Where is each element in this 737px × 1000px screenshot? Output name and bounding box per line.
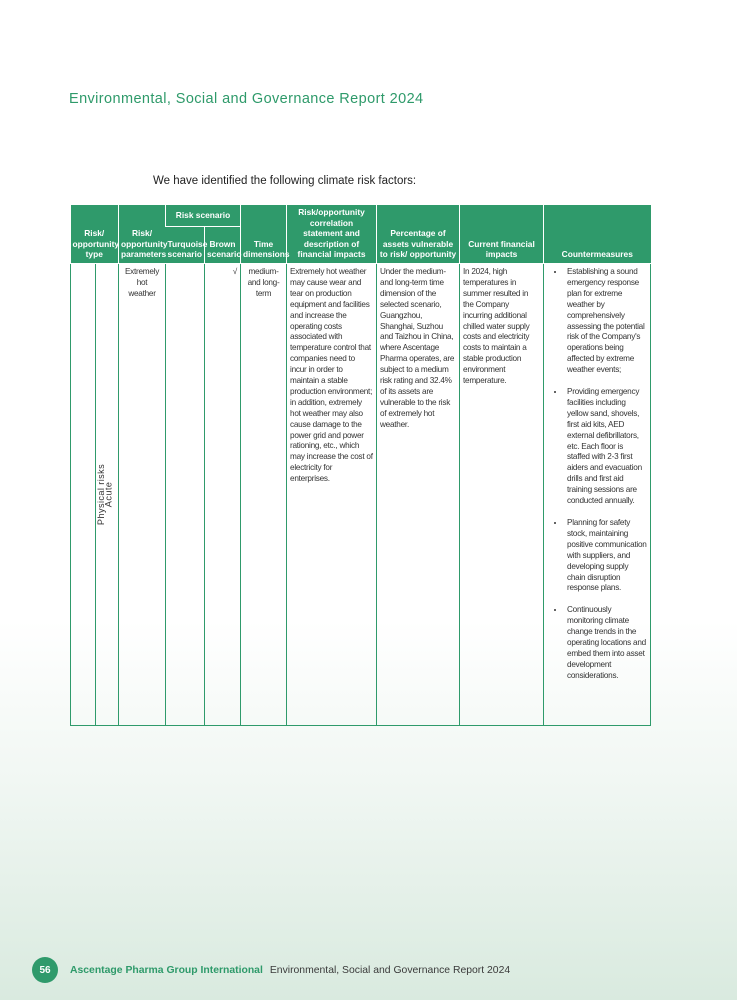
report-title: Environmental, Social and Governance Report 2024 <box>69 91 424 107</box>
cell-current-impacts: In 2024, high temperatures in summer resulted in the Company incurring additional chilled water supply costs and electricity costs to maintain a stable production environment temperature. <box>460 263 544 725</box>
cell-time-dimension: medium- and long-term <box>241 263 287 725</box>
cell-risk-parameter: Extremely hot weather <box>119 263 166 725</box>
table-row <box>71 263 651 725</box>
footer-company-name: Ascentage Pharma Group International <box>70 964 263 976</box>
footer-report-name: Environmental, Social and Governance Report 2024 <box>269 964 511 976</box>
page-number-badge: 56 <box>32 957 58 983</box>
climate-risk-table <box>70 205 651 726</box>
header-current-financial-impacts: Current financial impacts <box>460 205 544 263</box>
risk-type-label: Physical risks <box>96 463 107 525</box>
header-assets-percentage: Percentage of assets vulnerable to risk/ opportunity <box>377 205 460 263</box>
header-risk-scenario: Risk scenario <box>166 205 241 227</box>
page-footer <box>32 957 510 983</box>
list-item: • Establishing a sound emergency response plan for extreme weather by comprehensively assessing the potential risk of the Company's operations being affected by extreme weather events; <box>565 267 647 376</box>
list-item: • Planning for safety stock, maintaining positive communication with suppliers, and developing supply chain disruption response plans. <box>565 518 647 594</box>
cell-correlation-statement: Extremely hot weather may cause wear and tear on production equipment and facilities and increase the operating costs associated with temperature control that companies need to incur in order to maintain a stable production environment; in addition, extremely hot weather may also cause damage to the power grid and power rationing, etc., which may increase the cost of electricity for enterprises. <box>287 263 377 725</box>
header-correlation-statement: Risk/opportunity correlation statement and description of financial impacts <box>287 205 377 263</box>
header-brown-scenario: Brown scenario <box>205 227 241 264</box>
cell-risk-type <box>71 263 107 725</box>
cell-turquoise-scenario <box>166 263 205 725</box>
header-risk-type: Risk/ opportunity type <box>71 205 119 263</box>
list-item: • Providing emergency facilities including yellow sand, shovels, first aid kits, AED external defibrillators, etc. Each floor is staffed with 2-3 first aiders and evacuation drills and first aid training sessions are conducted annually. <box>565 387 647 507</box>
intro-text: We have identified the following climate risk factors: <box>153 175 417 187</box>
header-turquoise-scenario: Turquoise scenario <box>166 227 205 264</box>
header-countermeasures: Countermeasures <box>544 205 651 263</box>
list-item: • Continuously monitoring climate change trends in the operating locations and embed them into asset development considerations. <box>565 605 647 681</box>
cell-assets-percentage: Under the medium- and long-term time dimension of the selected scenario, Guangzhou, Shanghai, Suzhou and Taizhou in China, where Ascentage Pharma operates, are subject to a medium risk rating and 32.4% of its assets are vulnerable to the risk of extremely hot weather. <box>377 263 460 725</box>
cell-brown-scenario: √ <box>205 263 241 725</box>
header-time-dimensions: Time dimensions <box>241 205 287 263</box>
header-risk-parameters: Risk/ opportunity parameters <box>119 205 166 263</box>
risk-subtype-label: Acute <box>103 481 114 507</box>
countermeasures-list <box>547 267 647 682</box>
cell-countermeasures <box>544 263 651 725</box>
